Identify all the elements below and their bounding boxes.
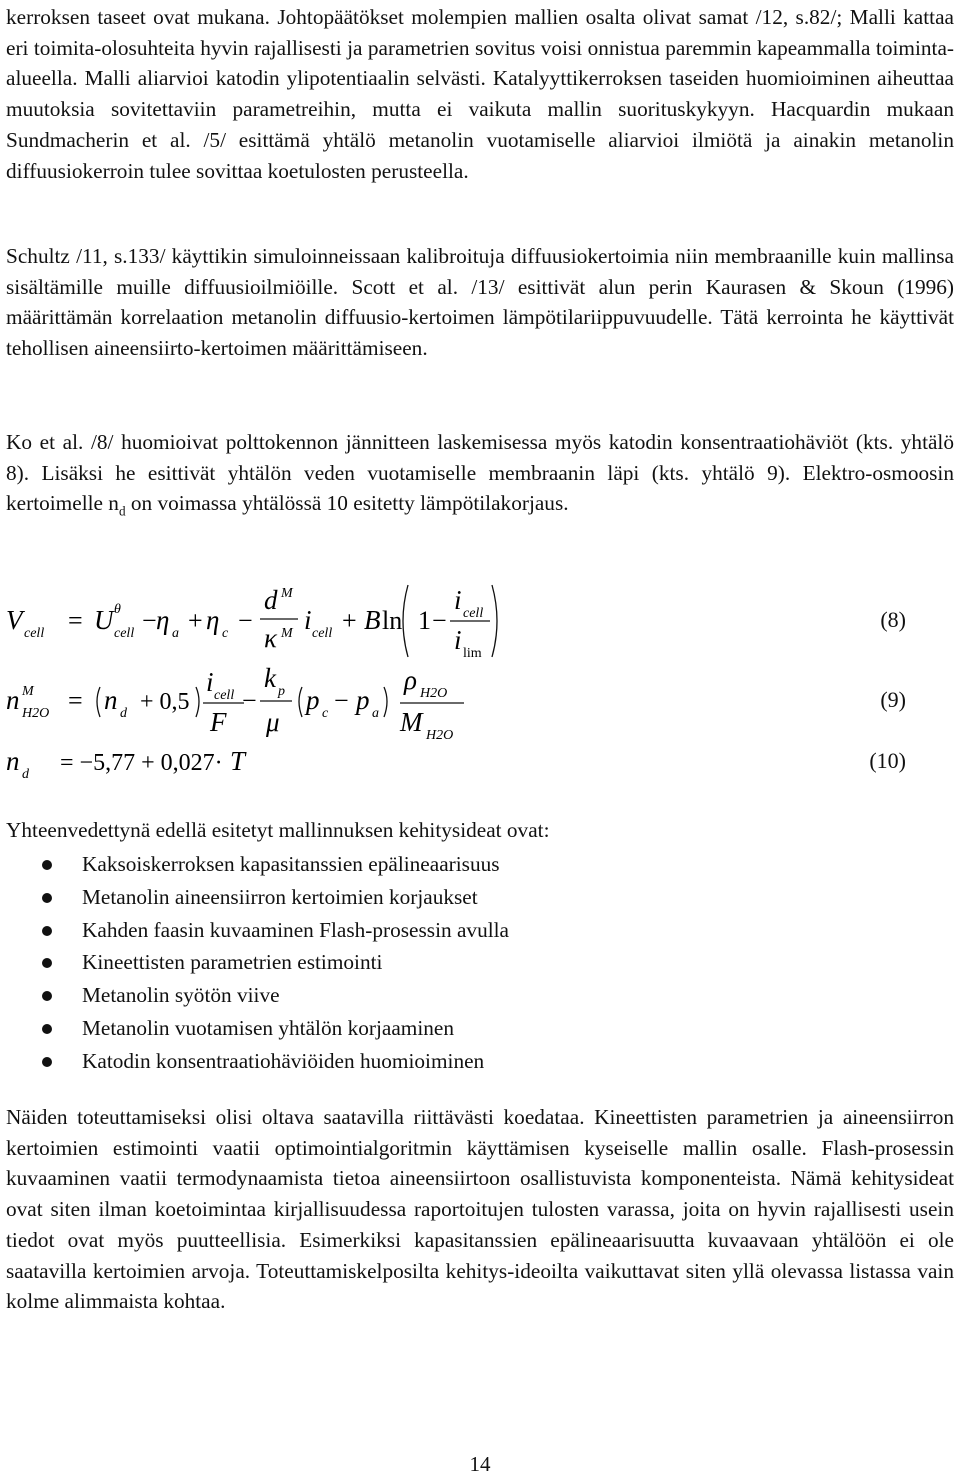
eq9-frac3-num: ρ: [404, 665, 417, 695]
eq10-rhs: = −5,77 + 0,027·: [60, 750, 223, 776]
list-item-text: Metanolin vuotamisen yhtälön korjaaminen: [82, 1015, 455, 1040]
eq9-n-sup: M: [22, 684, 34, 699]
eq8-frac1-num-sup: M: [281, 586, 293, 601]
list-item: [0, 848, 509, 881]
paragraph-2: Schultz /11, s.133/ käyttikin simuloinneissaan kalibroituja diffuusiokertoimia niin membraanille kuin mallinsa sisältämille muille diffuusioilmiöille. Scott et al. /13/ esittivät alun perin Kaurasen & Skoun (1996) määrittämän korrelaation metanolin diffuusio-kertoimen lämpötilariippuvuudelle. Tätä kerrointa he käyttivät tehollisen aineensiirto-kertoimen määrittämiseen.: [6, 244, 954, 361]
bullet-icon: [42, 958, 52, 968]
list-item-text: Metanolin syötön viive: [82, 983, 280, 1008]
equation-9-svg: [6, 665, 954, 745]
paragraph-3: [6, 427, 954, 527]
list-item-text: Kineettisten parametrien estimointi: [82, 950, 383, 975]
eq9-minus2: −: [334, 686, 349, 715]
summary-intro: Yhteenvedettynä edellä esitetyt mallinnuksen kehitysideat ovat:: [6, 818, 550, 842]
list-item-text: Metanolin aineensiirron kertoimien korjaukset: [82, 884, 478, 909]
eq9-paren2-left: [299, 687, 302, 717]
eq9-frac2-num: k: [264, 665, 276, 693]
page-number: 14: [469, 1452, 491, 1476]
list-item: [0, 1045, 509, 1078]
bullet-icon: [42, 1024, 52, 1034]
eq9-nd-sub: d: [120, 706, 127, 721]
list-item-text: Katodin konsentraatiohäviöiden huomioiminen: [82, 1048, 485, 1073]
equation-8-svg: [6, 575, 954, 665]
eq9-paren1-left: [97, 687, 100, 717]
eq8-V-sub: cell: [24, 626, 45, 641]
eq8-frac1-den-sup: M: [281, 626, 293, 641]
eq8-V: V: [6, 605, 23, 635]
eq8-minus3: −: [432, 606, 447, 635]
eq8-frac2-num: i: [454, 585, 462, 615]
eq8-paren-right: [492, 585, 497, 657]
eq9-pc-sub: c: [322, 706, 329, 721]
bullet-icon: [42, 926, 52, 936]
eq8-frac2-den: i: [454, 625, 462, 655]
eq10-T: T: [230, 746, 246, 776]
eq9-frac2-den: μ: [266, 707, 280, 737]
eq8-eta-a-sub: a: [172, 626, 179, 641]
eq8-frac1-num: d: [264, 585, 278, 615]
eq9-pc: p: [306, 685, 320, 715]
equation-10-svg: [6, 742, 954, 782]
eq9-nd: n: [104, 685, 118, 715]
paragraph-1: kerroksen taseet ovat mukana. Johtopäätökset molempien mallien osalta olivat samat /12, s.82/; Malli kattaa eri toimita-olosuhteita hyvin rajallisesti ja parametrien sovitus voisi onnistua paremmin kapeammalla toiminta-alueella. Malli aliarvioi katodin ylipotentiaalin selvästi. Katalyyttikerroksen taseiden huomioiminen aiheuttaa muutoksia sovitettaviin parametreihin, mutta ei vaikuta mallin suorituskykyyn. Hacquardin mukaan Sundmacherin et al. /5/ esittämä yhtälö metanolin vuotamiselle aliarvioi ilmiötä ja ainakin metanolin diffuusiokerroin tulee sovittaa koetulosten perusteella.: [6, 5, 954, 183]
eq8-minus2: −: [238, 606, 253, 635]
equation-8: [6, 575, 954, 665]
equation-8-number: (8): [880, 607, 906, 632]
eq8-plus1: +: [188, 606, 203, 635]
list-item: [0, 914, 509, 947]
eq9-pa: p: [356, 685, 370, 715]
eq9-n-sub: H2O: [22, 706, 50, 721]
paragraph-3-text-b: on voimassa yhtälössä 10 esitetty lämpötilakorjaus.: [125, 491, 569, 516]
eq8-frac2-den-sub: lim: [463, 646, 482, 661]
eq8-i: i: [304, 605, 312, 635]
eq8-plus2: +: [342, 606, 357, 635]
eq8-eta-c: η: [206, 605, 220, 635]
eq8-frac1-den: κ: [264, 623, 277, 653]
eq10-n: n: [6, 746, 20, 776]
summary-list: [0, 848, 509, 1078]
eq8-eta-a: η: [156, 605, 170, 635]
eq9-equals: =: [68, 686, 83, 715]
bullet-icon: [42, 893, 52, 903]
eq8-equals: =: [68, 606, 83, 635]
eq8-ln: ln: [382, 606, 403, 635]
eq8-i-sub: cell: [312, 626, 333, 641]
equation-10-number: (10): [869, 748, 906, 773]
list-item-text: Kahden faasin kuvaaminen Flash-prosessin avulla: [82, 917, 510, 942]
eq9-pa-sub: a: [372, 706, 379, 721]
list-item: [0, 1012, 509, 1045]
eq8-B: B: [364, 605, 381, 635]
bullet-icon: [42, 1057, 52, 1067]
list-item: [0, 946, 509, 979]
eq8-paren-left: [403, 585, 408, 657]
paragraph-3-text-a: Ko et al. /8/ huomioivat polttokennon jännitteen laskemisessa myös katodin konsentraatiohäviöt (kts. yhtälö 8). Lisäksi he esittivät yhtälön veden vuotamiselle membraanin läpi (kts. yhtälö 9). Elektro-osmoosin kertoimelle n: [6, 430, 954, 516]
eq8-U-sub: cell: [114, 626, 135, 641]
eq9-frac3-num-sub: H2O: [420, 686, 448, 701]
bullet-icon: [42, 860, 52, 870]
eq9-frac3-den-sub: H2O: [426, 728, 454, 743]
paragraph-3-subscript: d: [118, 503, 126, 519]
eq9-paren2-right: [384, 687, 387, 717]
eq8-frac2-num-sub: cell: [463, 606, 484, 621]
list-item: [0, 881, 509, 914]
eq9-n: n: [6, 685, 20, 715]
eq8-one: 1: [418, 606, 431, 635]
eq8-U: U: [94, 605, 114, 635]
eq10-n-sub: d: [22, 767, 29, 782]
paragraph-4: Näiden toteuttamiseksi olisi oltava saatavilla riittävästi koedataa. Kineettisten parametrien ja aineensiirron kertoimien estimointi vaatii optimointialgoritmin käyttämisen kyseiselle mallin osalle. Flash-prosessin kuvaaminen vaatii termodynaamista tietoa aineensiirtoon osallistuvista komponenteista. Nämä kehitysideat ovat siten ilman koetoimintaa kirjallisuudessa raportoitujen tulosten varassa, joita on hyvin rajallisesti usein tiedot ovat myös puutteellisia. Esimerkiksi kapasitanssien epälineaarisuutta kuvaavaan yhtälöön ei ole saatavilla kertoimien arvoja. Toteuttamiskelposilta kehitys-ideoilta vaikuttavat siten yllä olevassa listassa vain kolme alimmaista kohtaa.: [6, 1105, 954, 1314]
list-item: [0, 979, 509, 1012]
eq9-frac3-den: M: [400, 707, 423, 737]
equation-10: [6, 742, 954, 782]
eq8-U-sup: θ: [114, 602, 121, 617]
eq9-half: + 0,5: [140, 689, 190, 715]
list-item-text: Kaksoiskerroksen kapasitanssien epälineaarisuus: [82, 852, 500, 876]
bullet-icon: [42, 991, 52, 1001]
eq9-frac1-num: i: [206, 667, 214, 697]
eq9-paren1-right: [196, 687, 199, 717]
eq9-frac1-den: F: [210, 707, 227, 737]
equation-9-number: (9): [880, 687, 906, 712]
eq9-frac2-num-sub: p: [278, 684, 285, 699]
eq9-minus1: −: [242, 686, 257, 715]
equation-9: [6, 665, 954, 745]
eq8-minus1: −: [142, 606, 157, 635]
eq8-eta-c-sub: c: [222, 626, 229, 641]
eq9-frac1-num-sub: cell: [214, 688, 235, 703]
